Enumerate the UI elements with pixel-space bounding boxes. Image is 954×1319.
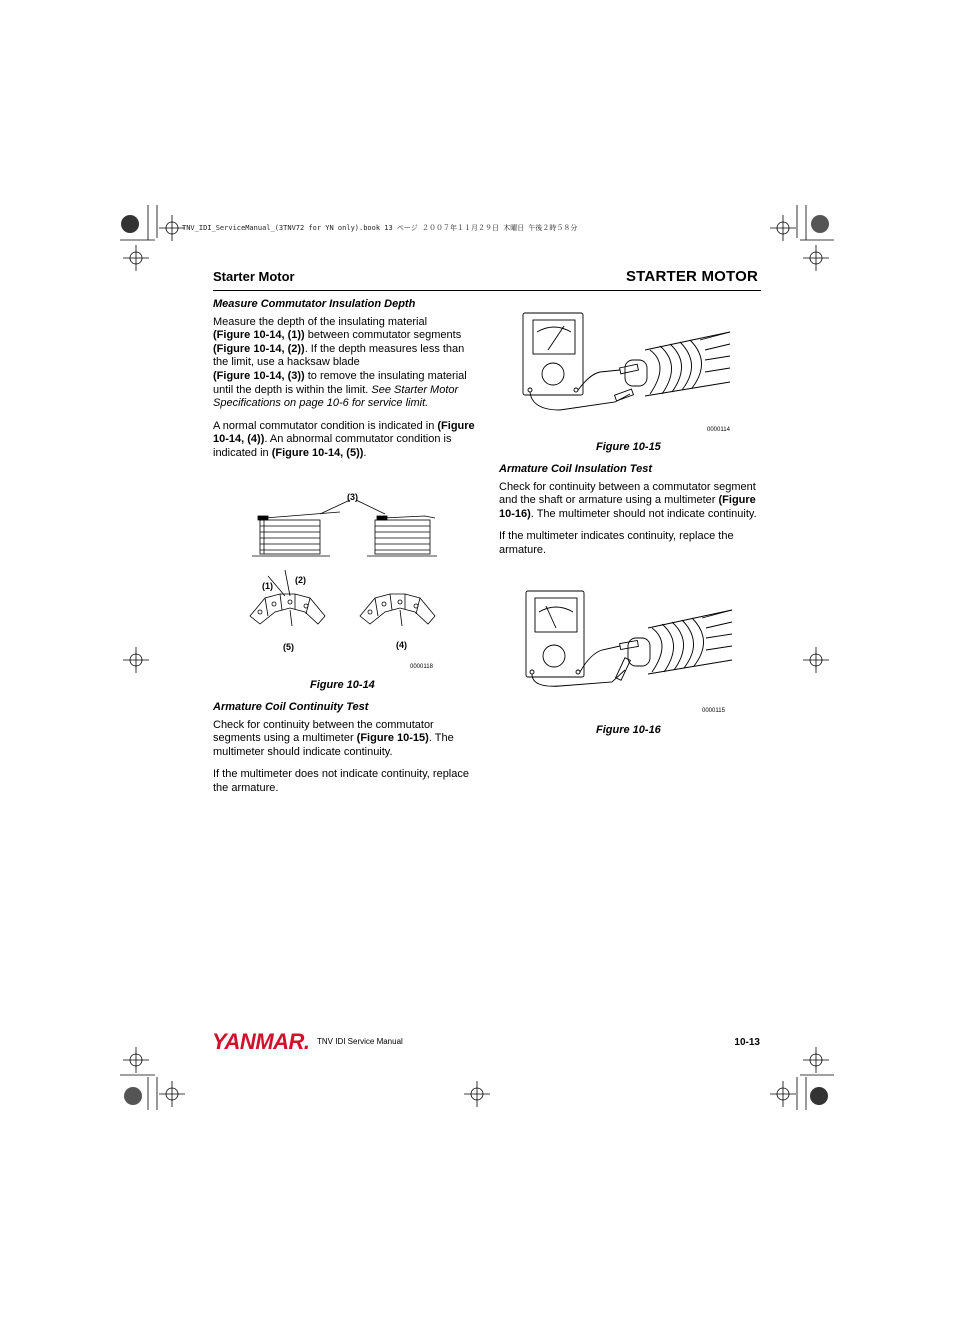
header-rule (213, 290, 761, 291)
page-number: 10-13 (734, 1037, 760, 1048)
figure-caption: Figure 10-16 (596, 724, 661, 736)
paragraph-commutator-condition (213, 420, 475, 461)
figure-label-2: (2) (295, 575, 306, 585)
manual-title: TNV IDI Service Manual (317, 1037, 403, 1046)
figure-code: 0000118 (410, 664, 433, 670)
figure-label-3: (3) (347, 492, 358, 502)
figure-caption: Figure 10-14 (310, 679, 375, 691)
figure-code: 0000115 (702, 708, 725, 714)
heading-insulation-depth: Measure Commutator Insulation Depth (213, 298, 416, 310)
text: A normal commutator condition is indicated in (213, 419, 438, 432)
paragraph-insulation-depth (213, 316, 475, 411)
figure-label-5: (5) (283, 642, 294, 652)
figure-ref: (Figure 10-14, (4)) (213, 419, 475, 446)
text: to remove the insulating material until the depth is within the limit. (213, 369, 467, 396)
figure-ref: (Figure 10-15) (356, 732, 429, 745)
text: Check for continuity between a commutator segment and the shaft or armature using a multimeter (499, 480, 756, 507)
figure-10-15-illustration (520, 310, 740, 425)
figure-label-4: (4) (396, 640, 407, 650)
left-column (213, 298, 475, 470)
paragraph-insulation-test (499, 481, 761, 522)
spec-reference: See Starter Motor Specifications on page 10-6 for service limit. (213, 383, 459, 410)
paragraph-continuity-test (213, 719, 475, 760)
heading-continuity-test: Armature Coil Continuity Test (213, 701, 369, 713)
text: Check for continuity between the commutator segments using a multimeter (213, 718, 434, 745)
figure-label-1: (1) (262, 581, 273, 591)
text: . If the depth measures less than the limit, use a hacksaw blade (213, 342, 465, 369)
figure-ref: (Figure 10-14, (2)) (213, 342, 305, 355)
yanmar-logo: YANMAR. (212, 1029, 310, 1054)
text: . The multimeter should not indicate continuity. (530, 507, 757, 520)
figure-ref: (Figure 10-14, (5)) (271, 446, 364, 459)
figure-ref: (Figure 10-14, (3)) (213, 369, 305, 382)
text: Measure the depth of the insulating material (213, 315, 428, 328)
figure-ref: (Figure 10-16) (499, 494, 756, 520)
paragraph-continuity-replace: If the multimeter does not indicate continuity, replace the armature. (213, 768, 469, 794)
figure-code: 0000114 (707, 427, 730, 433)
section-title: Starter Motor (213, 269, 295, 284)
figure-10-16-illustration (520, 588, 740, 708)
right-column-text (499, 463, 761, 567)
left-column-lower (213, 701, 475, 805)
paragraph-insulation-replace: If the multimeter indicates continuity, replace the armature. (499, 530, 734, 556)
figure-caption: Figure 10-15 (596, 441, 661, 453)
text: between commutator segments (304, 329, 462, 342)
text: . (363, 446, 367, 459)
chapter-title: STARTER MOTOR (625, 268, 758, 285)
print-info: TNV_IDI_ServiceManual_(3TNV72 for YN only).book 13 ページ ２００７年１１月２９日 木曜日 午後２時５８分 (182, 224, 578, 232)
text: . The multimeter should indicate continuity. (213, 732, 454, 758)
heading-insulation-test: Armature Coil Insulation Test (499, 463, 653, 475)
figure-ref: (Figure 10-14, (1)) (213, 329, 305, 342)
text: . An abnormal commutator condition is indicated in (213, 433, 452, 459)
